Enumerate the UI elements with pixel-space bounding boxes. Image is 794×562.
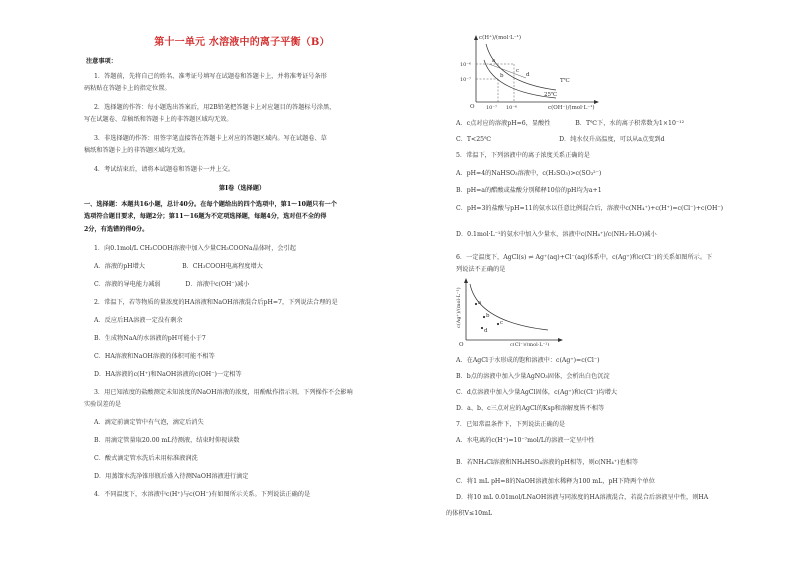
notice-line: 4．考试结束后，请将本试题卷和答题卡一并上交。 bbox=[94, 166, 235, 173]
question-option: A．溶液的pH增大 B．CH₃COOH电离程度增大 bbox=[94, 263, 263, 270]
section-intro: 2分，有选错的得0分。 bbox=[84, 226, 149, 233]
notice-line: 1．答题前，先将自己的姓名、准考证号填写在试题卷和答题卡上，并将准考证号条形 bbox=[94, 73, 327, 80]
fig1-ytick: 10⁻⁶ bbox=[460, 62, 472, 68]
question-line: 4．不同温度下，水溶液中c(H⁺)与c(OH⁻)有如图所示关系。下列说法正确的是 bbox=[94, 491, 311, 498]
fig1-point-label: b bbox=[500, 73, 504, 79]
fig2-point-label: a bbox=[478, 300, 482, 306]
question-line: 3．用已知浓度的盐酸测定未知浓度的NaOH溶液的浓度，用酚酞作指示剂，下列操作不会影响 bbox=[94, 389, 353, 396]
fig1-ytick: 10⁻⁷ bbox=[460, 77, 472, 83]
fig1-point-label: c bbox=[516, 68, 520, 74]
question-option: A．滴定前滴定管中有气泡，滴定后消失 bbox=[94, 419, 204, 426]
question-option: C．d点溶液中加入少量AgCl固体，c(Ag⁺)和c(Cl⁻)均增大 bbox=[456, 389, 618, 396]
question-option: C．将1 mL pH=8的NaOH溶液加水稀释为100 mL，pH下降两个单位 bbox=[456, 478, 655, 485]
notice-line: 码粘贴在答题卡上的指定位置。 bbox=[84, 85, 171, 92]
water-ionization-figure bbox=[456, 30, 606, 110]
question-option: C．溶液的导电能力减弱 D．溶液中c(OH⁻)减小 bbox=[94, 281, 250, 288]
question-option: A．在AgCl于水形成的饱和溶液中：c(Ag⁺)=c(Cl⁻) bbox=[456, 357, 600, 364]
question-option: A．水电离的c(H⁺)=10⁻⁷mol/L的溶液一定呈中性 bbox=[456, 437, 595, 444]
notice-line: 写在试题卷、草稿纸和答题卡上的非答题区域均无效。 bbox=[84, 116, 233, 123]
fig1-ylabel: c(H⁺)/(mol·L⁻¹) bbox=[479, 35, 522, 41]
fig2-point-label: c bbox=[500, 320, 504, 326]
fig1-curve-label: 25℃ bbox=[544, 92, 558, 98]
question-option: D．用蒸馏水洗净锥形瓶后盛入待测NaOH溶液进行滴定 bbox=[94, 473, 249, 480]
question-line: 2．常温下，若等物质的量浓度的HA溶液和NaOH溶液混合后pH=7，下列说法合理的是 bbox=[94, 299, 338, 306]
question-option: D．0.1mol·L⁻¹的氨水中加入少量水，溶液中c(NH₄⁺)/c(NH₃·H₂O)减小 bbox=[456, 231, 657, 238]
agcl-solubility-figure bbox=[448, 276, 568, 346]
question-option: B．生成物NaA的水溶液的pH可能小于7 bbox=[94, 335, 206, 342]
notice-line: 稿纸和答题卡上的非答题区域均无效。 bbox=[84, 147, 190, 154]
fig2-point-label: b bbox=[486, 313, 490, 319]
question-option: A．pH=4的NaHSO₃溶液中，c(H₂SO₃)>c(SO₃²⁻) bbox=[456, 170, 602, 177]
question-line: 6．一定温度下，AgCl(s) ⇌ Ag⁺(aq)+Cl⁻(aq)体系中，c(Ag⁺)和c(Cl⁻)的关系如图所示。下 bbox=[456, 254, 713, 261]
fig2-point bbox=[475, 303, 477, 305]
fig2-point bbox=[481, 327, 483, 329]
notice-line: 2．选择题的作答：每小题选出答案后，用2B铅笔把答题卡上对应题目的答题标号涂黑， bbox=[94, 104, 336, 111]
notice-line: 3．非选择题的作答：用签字笔直接答在答题卡上对应的答题区域内。写在试题卷、草 bbox=[94, 135, 327, 142]
fig2-xlabel: c(Cl⁻)/(mol·L⁻¹) bbox=[510, 342, 550, 346]
question-option: D．HA溶液的c(H⁺)和NaOH溶液的c(OH⁻)一定相等 bbox=[94, 371, 242, 378]
question-line: 列说法不正确的是 bbox=[456, 266, 506, 273]
fig1-xlabel: c(OH⁻)/(mol·L⁻¹) bbox=[548, 105, 595, 110]
question-line: 7．已知常温条件下，下列说法正确的是 bbox=[456, 421, 566, 428]
question-option: A．c点对应的溶液pH=6，显酸性 B．T℃下，水的离子积常数为1×10⁻¹² bbox=[456, 120, 685, 127]
notice-heading: 注意事项： bbox=[86, 58, 117, 65]
fig1-point-label: d bbox=[526, 72, 530, 78]
question-option: A．反应后HA溶液一定没有剩余 bbox=[94, 317, 183, 324]
fig2-point bbox=[497, 323, 499, 325]
question-line: 实验误差的是 bbox=[84, 401, 122, 408]
question-line: 5．常温下，下列溶液中的离子浓度关系正确的是 bbox=[456, 152, 590, 159]
fig1-origin: O bbox=[470, 104, 475, 110]
question-option: B．若NH₄Cl溶液和NH₄HSO₄溶液的pH相等，则c(NH₄⁺)也相等 bbox=[456, 459, 639, 466]
fig1-xtick: 10⁻⁶ bbox=[506, 105, 518, 110]
question-option: C．HA溶液和NaOH溶液的体积可能不相等 bbox=[94, 353, 215, 360]
question-option: D．将10 mL 0.01mol/LNaOH溶液与同浓度的HA溶液混合，若混合后溶液呈中性，则HA bbox=[456, 494, 709, 501]
fig2-ylabel: c(Ag⁺)/(mol·L⁻¹) bbox=[456, 287, 462, 328]
question-option: C．T<25℃ D．纯水仅升高温度，可以从a点变到d bbox=[456, 136, 665, 143]
question-option: D．a、b、c三点对应的AgCl的Ksp和溶解度皆不相等 bbox=[456, 405, 605, 412]
question-line: 1．向0.1mol/L CH₃COOH溶液中加入少量CH₃COONa晶体时，会引起 bbox=[94, 245, 296, 252]
question-option: C．pH=3的盐酸与pH=11的氨水以任意比例混合后，溶液中c(NH₄⁺)+c(H⁺)=c(Cl⁻)+c(OH⁻) bbox=[456, 205, 724, 212]
section-title: 第Ⅰ卷（选择题） bbox=[218, 185, 266, 192]
question-option: B．pH=a的醋酸或盐酸分别稀释10倍的pH均为a+1 bbox=[456, 187, 602, 194]
section-intro: 一、选择题：本题共16小题，总计40分。在每个题给出的四个选项中，第1～10题只有一个 bbox=[84, 201, 337, 208]
fig2-point bbox=[483, 316, 485, 318]
fig1-point-label: a bbox=[492, 58, 496, 64]
question-option: B．用滴定管量取20.00 mL待测液，结束时仰视读数 bbox=[94, 437, 240, 444]
section-intro: 选项符合题目要求，每题2分；第11～16题为不定项选择题，每题4分，选对但不全的得 bbox=[84, 213, 327, 220]
fig2-point-label: d bbox=[484, 328, 488, 334]
fig1-curve-label: T℃ bbox=[560, 78, 570, 84]
fig1-xtick: 10⁻⁷ bbox=[486, 105, 498, 110]
question-option: C．酸式滴定管水洗后未用标准液润洗 bbox=[94, 455, 198, 462]
question-option: 的体积V≤10mL bbox=[446, 510, 493, 517]
fig2-origin: O bbox=[459, 342, 464, 346]
page-title: 第十一单元 水溶液中的离子平衡（B） bbox=[154, 37, 330, 48]
fig2-curve bbox=[470, 284, 548, 330]
question-option: B．b点的溶液中加入少量AgNO₃固体，会析出白色沉淀 bbox=[456, 373, 610, 380]
